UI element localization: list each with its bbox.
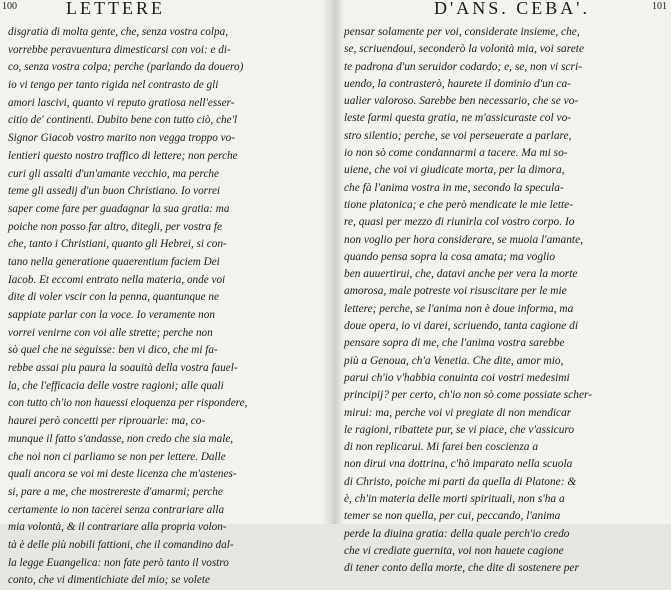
left-page-text (0, 24, 330, 590)
text-line: uiene, che voi vi giudicate morta, per la dimora, (344, 164, 565, 177)
right-page-text (334, 24, 671, 578)
text-line: rebbe assai piu paura la soauità della vostra fauel- (8, 362, 238, 375)
text-line: le ragioni, ribattete pur, se vi piace, che v'assicuro (344, 423, 575, 436)
text-line: vorrebbe peravuentura dimesticarsi con voi: e di- (8, 43, 231, 56)
text-line: dite di voler vscir con la penna, quantunque ne (8, 291, 219, 304)
text-line: è, ch'in materia delle morti spirituali, non s'ha a (344, 493, 565, 506)
text-line: con tutto ch'io non hauessi eloquenza per rispondere, (8, 397, 248, 410)
text-line: certamente io non tacerei senza contrariare alla (8, 503, 225, 516)
left-page (0, 0, 330, 587)
text-line: poiche non posso far altro, ditegli, per vostra fe (8, 220, 222, 233)
text-line: vorrei venirne con voi alle strette; perche non (8, 326, 213, 339)
text-line: se, scriuendoui, seconderò la volontà mia, voi sarete (344, 43, 585, 56)
text-line: temer se non quella, per cui, peccando, l'anima (344, 510, 561, 523)
text-line: perde la diuina gratia: della quale perch'io credo (344, 527, 570, 540)
text-line: di tener conto della morte, che dite di sostenere per (344, 562, 579, 575)
text-line: mirui: ma, perche voi vi pregiate di non mendicar (344, 406, 572, 419)
text-line: leste farmi questa gratia, ne m'assicuraste col vo- (344, 112, 572, 125)
text-line: io vi tengo per tanto rigida nel contrasto de gli (8, 79, 219, 92)
text-line: mia volontà, & il contrariare alla propria volon- (8, 521, 227, 534)
text-line: munque il fatto s'andasse, non credo che sia male, (8, 432, 234, 445)
text-line: di Christo, poiche mi parti da quella di Platone: & (344, 475, 577, 488)
text-line: teme gli assedij d'un buon Christiano. Io vorrei (8, 185, 221, 198)
text-line: tano nella generatione quaerentium faciem Dei (8, 255, 220, 268)
text-line: che noi non ci parliamo se non per lettere. Dalle (8, 450, 226, 463)
right-page-number: 101 (652, 1, 667, 12)
text-line: di non replicarui. Mi farei ben coscienza a (344, 441, 539, 454)
text-line: tione platonica; e che però mendicate le mie lette- (344, 198, 573, 211)
right-page-header (334, 0, 671, 24)
text-line: io non sò come condannarmi a tacere. Ma mi so- (344, 147, 568, 160)
text-line: Iacob. Et eccomi entrato nella materia, onde voi (8, 273, 226, 286)
text-line: non voglio per hora considerare, se muoia l'amante, (344, 233, 583, 246)
text-line: lentieri questo nostro traffico di lettere; non perche (8, 149, 238, 162)
text-line: parui ch'io v'habbia conuinta coi vostri medesimi (344, 371, 570, 384)
text-line: si, pare a me, che mostrereste d'amarmi; perche (8, 485, 223, 498)
text-line: sappiate parlar con la voce. Io veramente non (8, 309, 215, 321)
left-running-title: LETTERE (66, 0, 165, 18)
text-line: amori lascivi, quanto vi reputo gratiosa nell'esser- (8, 96, 235, 109)
text-line: citio de' continenti. Dubito bene con tutto ciò, che'l (8, 114, 238, 127)
text-line: re, quasi per mezzo di riunirla col vostro corpo. Io (344, 216, 575, 229)
text-line: che fà l'anima vostra in me, secondo la specula- (344, 181, 564, 194)
right-running-title: D'ANS. CEBA'. (434, 0, 590, 18)
text-line: haurei però concetti per riprouarle: ma, co- (8, 415, 206, 428)
text-line: pensar solamente per voi, considerate insieme, che, (344, 26, 580, 38)
text-line: saper come fare per guadagnar la sua gratia: ma (8, 202, 230, 215)
text-line: lettere; perche, se l'anima non è doue informa, ma (344, 302, 574, 315)
text-line: conto, che vi dimentichiate del mio; se volete (8, 574, 210, 587)
text-line: che, tanto i Christiani, quanto gli Hebrei, si con- (8, 238, 227, 251)
text-line: uendo, la contrasterò, haurete il dominio d'un ca- (344, 77, 571, 90)
text-line: sò quel che ne seguisse: ben vi dico, che mi fa- (8, 344, 218, 357)
text-line: curi gli assalti d'un'amante vecchio, ma perche (8, 167, 219, 180)
text-line: quali ancora se voi mi deste licenza che m'astenes- (8, 468, 237, 481)
text-line: co, senza vostra colpa; perche (parlando da douero) (8, 61, 244, 74)
text-line: Signor Giacob vostro marito non vegga troppo vo- (8, 132, 235, 145)
text-line: più a Genoua, ch'a Venetia. Che dite, amor mio, (344, 354, 564, 367)
text-line: te padrona d'un seruidor codardo; e, se, non vi scri- (344, 60, 582, 73)
text-line: pensare sopra di me, che l'anima vostra sarebbe (344, 337, 565, 350)
text-line: la legge Euangelica: non fate però tanto il vostro (8, 556, 229, 569)
text-line: ualier valoroso. Sarebbe ben necessario, che se vo- (344, 95, 579, 108)
text-line: doue opera, io vi darei, scriuendo, tanta cagione di (344, 320, 578, 333)
text-line: stro silentio; perche, se voi perseuerate a parlare, (344, 129, 572, 142)
text-line: la, che l'efficacia delle vostre ragioni; alle quali (8, 379, 224, 392)
text-line: non dirui vna dottrina, c'hò imparato nella scuola (344, 458, 573, 471)
text-line: amorosa, male potreste voi risuscitare per le mie (344, 285, 567, 298)
left-page-header (0, 0, 330, 24)
text-line: principij? per certo, ch'io non sò come possiate scher- (344, 389, 593, 402)
text-line: che vi crediate guernita, voi non hauete cagione (344, 544, 564, 557)
text-line: disgratia di molta gente, che, senza vostra colpa, (8, 26, 228, 38)
text-line: tà è delle più nobili fattioni, che il comandino dal- (8, 538, 234, 551)
text-line: quando pensa sopra la cosa amata; ma voglio (344, 250, 556, 263)
right-page (334, 0, 671, 575)
left-page-number: 100 (2, 1, 17, 12)
text-line: ben auuertirui, che, datavi anche per vera la morte (344, 268, 578, 281)
